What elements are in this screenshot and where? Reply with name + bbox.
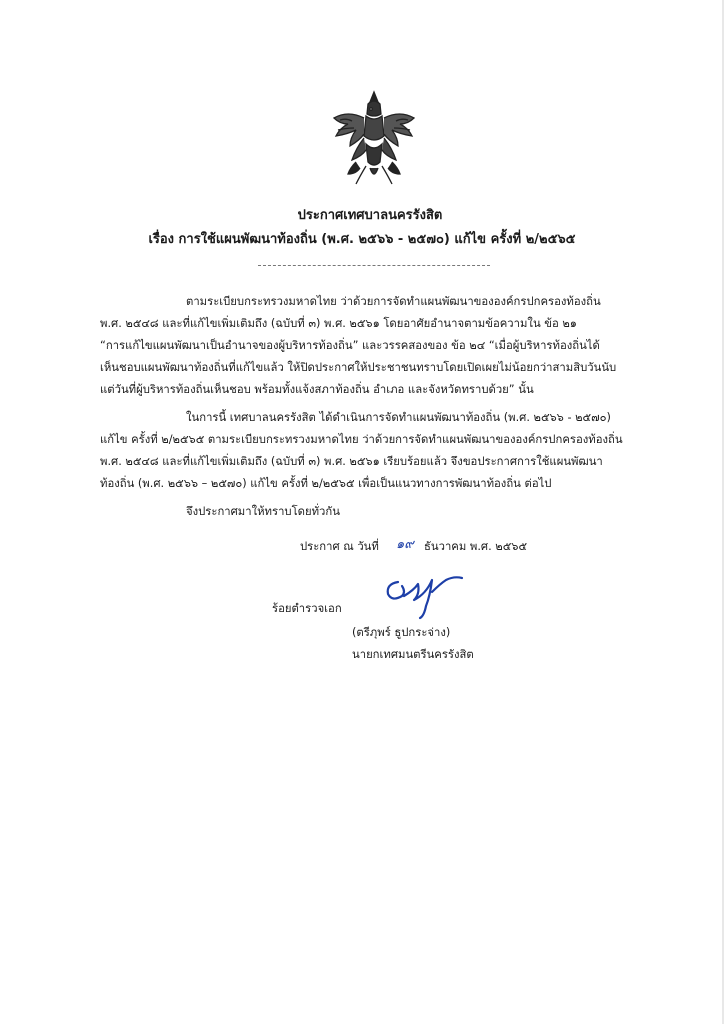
title-divider: [258, 265, 490, 266]
closing-line: จึงประกาศมาให้ทราบโดยทั่วกัน: [186, 505, 340, 518]
paragraph2-line4: ท้องถิ่น (พ.ศ. ๒๕๖๖ – ๒๕๗๐) แก้ไข ครั้งที่ ๒/๒๕๖๕ เพื่อเป็นแนวทางการพัฒนาท้องถิ่น ต่อไป: [100, 477, 552, 490]
date-suffix: ธันวาคม พ.ศ. ๒๕๖๕: [424, 540, 528, 553]
paragraph1-line1: ตามระเบียบกระทรวงมหาดไทย ว่าด้วยการจัดทำแผนพัฒนาขององค์กรปกครองท้องถิ่น: [186, 295, 601, 308]
paragraph2-line1: ในการนี้ เทศบาลนครรังสิต ได้ดำเนินการจัดทำแผนพัฒนาท้องถิ่น (พ.ศ. ๒๕๖๖ - ๒๕๗๐): [186, 411, 611, 424]
announcement-title: ประกาศเทศบาลนครรังสิต: [297, 208, 443, 223]
handwritten-day: ๑๙: [396, 537, 414, 552]
paragraph1-line2: พ.ศ. ๒๕๔๘ และที่แก้ไขเพิ่มเติมถึง (ฉบับที่ ๓) พ.ศ. ๒๕๖๑ โดยอาศัยอำนาจตามข้อความใน ข้อ ๒๑: [100, 317, 577, 330]
mayor-signature: [380, 572, 470, 620]
date-prefix: ประกาศ ณ วันที่: [300, 540, 379, 553]
garuda-emblem-icon: [326, 88, 422, 188]
signatory-position: นายกเทศมนตรีนครรังสิต: [352, 648, 474, 661]
paragraph2-line2: แก้ไข ครั้งที่ ๒/๒๕๖๕ ตามระเบียบกระทรวงมหาดไทย ว่าด้วยการจัดทำแผนพัฒนาขององค์กรปกครองท้องถิ่น: [100, 433, 623, 446]
signatory-rank: ร้อยตำรวจเอก: [272, 602, 342, 615]
paragraph1-line4: เห็นชอบแผนพัฒนาท้องถิ่นที่แก้ไขแล้ว ให้ปิดประกาศให้ประชาชนทราบโดยเปิดเผยไม่น้อยกว่าสามสิบวันนับ: [100, 361, 617, 374]
paragraph2-line3: พ.ศ. ๒๕๔๘ และที่แก้ไขเพิ่มเติมถึง (ฉบับที่ ๓) พ.ศ. ๒๕๖๑ เรียบร้อยแล้ว จึงขอประกาศการใช้แผนพัฒนา: [100, 455, 603, 468]
paragraph1-line3: “การแก้ไขแผนพัฒนาเป็นอำนาจของผู้บริหารท้องถิ่น” และวรรคสองของ ข้อ ๒๔ “เมื่อผู้บริหารท้องถิ่นได้: [100, 339, 600, 352]
signatory-name: (ตรีภุพร์ ธูปกระจ่าง): [352, 626, 451, 639]
announcement-subject: เรื่อง การใช้แผนพัฒนาท้องถิ่น (พ.ศ. ๒๕๖๖ - ๒๕๗๐) แก้ไข ครั้งที่ ๒/๒๕๖๕: [148, 232, 576, 247]
paragraph1-line5: แต่วันที่ผู้บริหารท้องถิ่นเห็นชอบ พร้อมทั้งแจ้งสภาท้องถิ่น อำเภอ และจังหวัดทราบด้วย” นั้น: [100, 383, 534, 396]
